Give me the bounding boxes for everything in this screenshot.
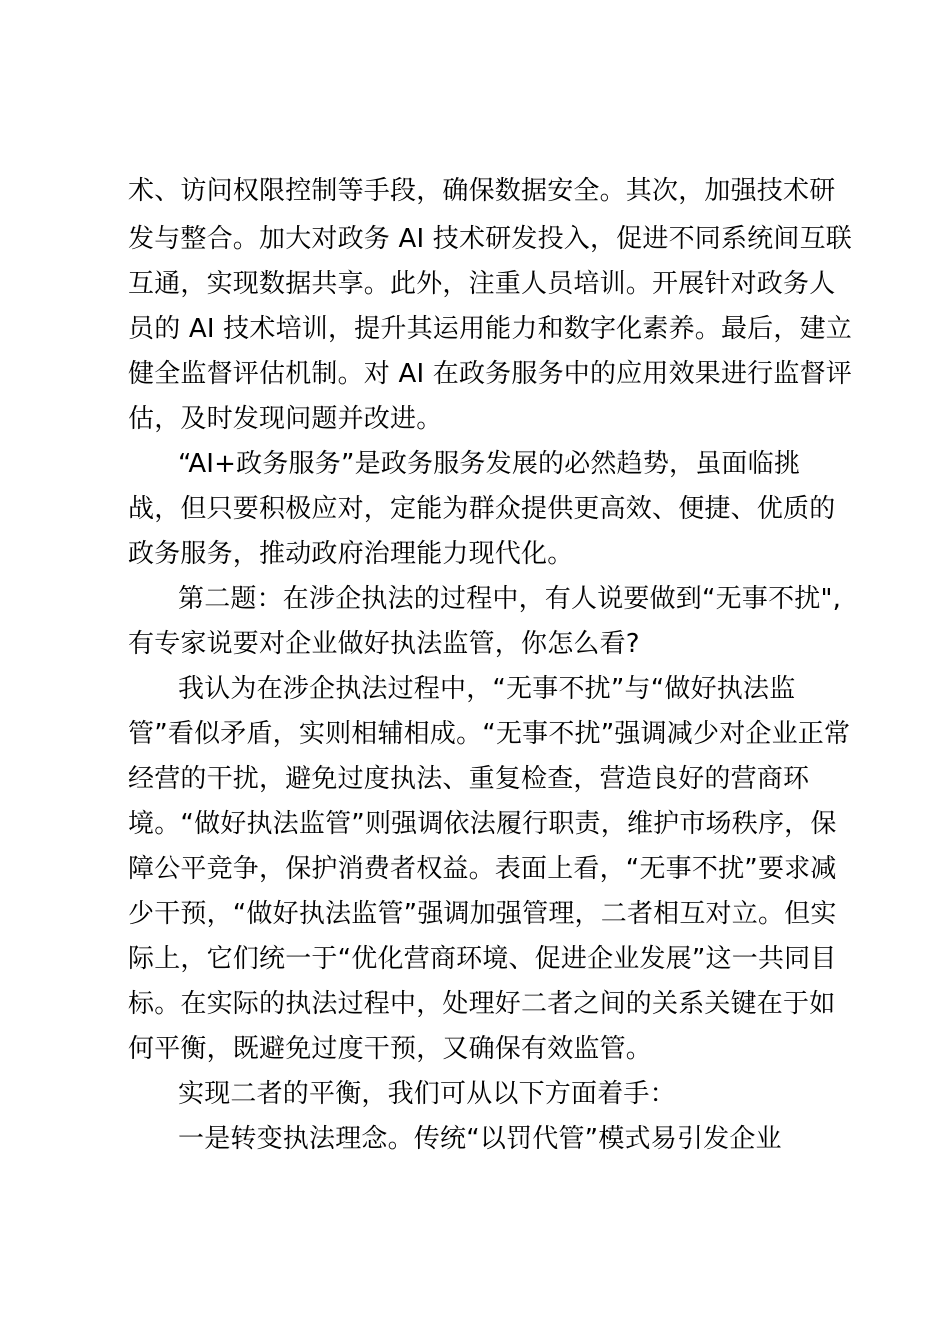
text-line: 境。“做好执法监管”则强调依法履行职责，维护市场秩序，保 — [128, 809, 837, 839]
text-line: 估，及时发现问题并改进。 — [128, 404, 443, 434]
text-line: 发与整合。加大对政务 AI 技术研发投入，促进不同系统间互联 — [128, 224, 852, 254]
paragraph-first-line: 我认为在涉企执法过程中，“无事不扰”与“做好执法监 — [178, 674, 796, 704]
text-line: 标。在实际的执法过程中，处理好二者之间的关系关键在于如 — [128, 989, 836, 1019]
text-line: 经营的干扰，避免过度执法、重复检查，营造良好的营商环 — [128, 764, 810, 794]
text-line: 战，但只要积极应对，定能为群众提供更高效、便捷、优质的 — [128, 494, 836, 524]
paragraph-first-line: 实现二者的平衡，我们可从以下方面着手： — [178, 1079, 676, 1109]
text-line: 际上，它们统一于“优化营商环境、促进企业发展”这一共同目 — [128, 944, 837, 974]
question-heading-cont: 有专家说要对企业做好执法监管，你怎么看? — [128, 629, 640, 659]
paragraph-first-line: “AI+政务服务”是政务服务发展的必然趋势，虽面临挑 — [178, 449, 801, 479]
text-line: 健全监督评估机制。对 AI 在政务服务中的应用效果进行监督评 — [128, 359, 852, 389]
text-line: 互通，实现数据共享。此外，注重人员培训。开展针对政务人 — [128, 269, 836, 299]
text-line: 何平衡，既避免过度干预，又确保有效监管。 — [128, 1034, 653, 1064]
text-line: 术、访问权限控制等手段，确保数据安全。其次，加强技术研 — [128, 176, 836, 206]
text-line: 少干预，“做好执法监管”强调加强管理，二者相互对立。但实 — [128, 899, 837, 929]
text-line: 员的 AI 技术培训，提升其运用能力和数字化素养。最后，建立 — [128, 314, 852, 344]
text-line: 障公平竞争，保护消费者权益。表面上看，“无事不扰”要求减 — [128, 854, 837, 884]
text-line: 管”看似矛盾，实则相辅相成。“无事不扰”强调减少对企业正常 — [128, 719, 851, 749]
question-heading: 第二题：在涉企执法的过程中，有人说要做到“无事不扰", — [178, 584, 842, 614]
text-line: 政务服务，推动政府治理能力现代化。 — [128, 539, 574, 569]
paragraph-first-line: 一是转变执法理念。传统“以罚代管”模式易引发企业 — [178, 1124, 782, 1154]
